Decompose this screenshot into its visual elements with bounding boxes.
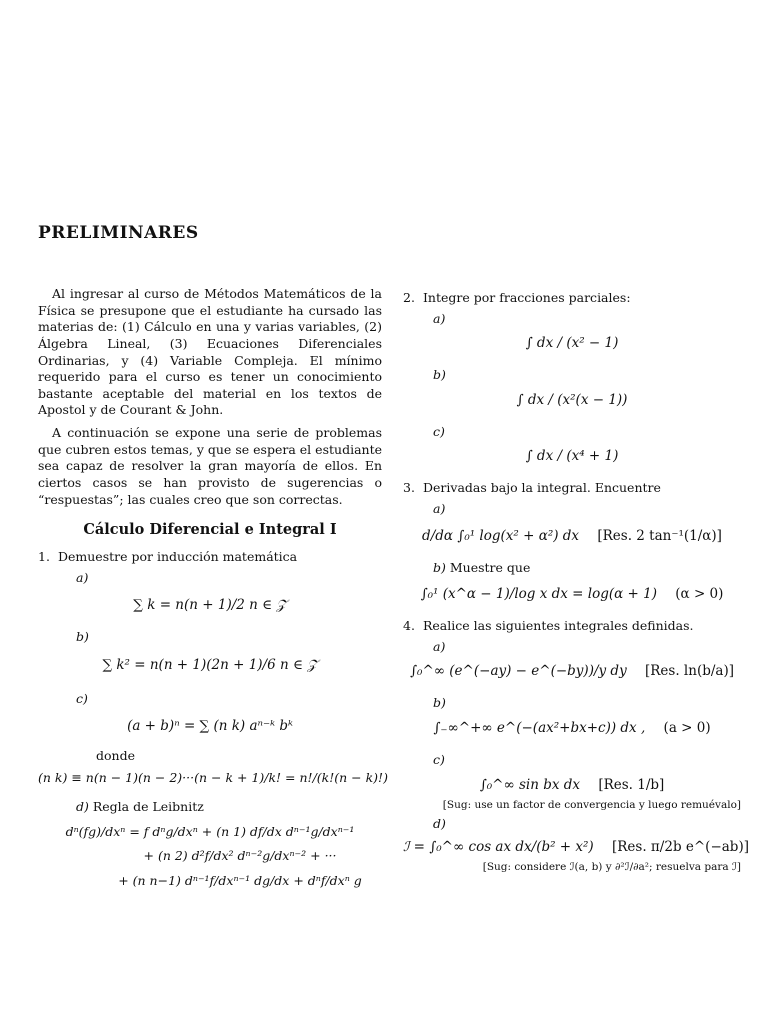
equation-body: ∫₋∞^+∞ e^(−(ax²+bx+c)) dx , xyxy=(433,719,646,736)
donde-text: donde xyxy=(96,747,135,763)
equation: ∫ dx / (x⁴ + 1) xyxy=(525,448,619,465)
equation-body: ℐ = ∫₀^∞ cos ax dx/(b² + x²) xyxy=(403,839,594,856)
problem-number: 1. xyxy=(38,549,50,565)
result-text: [Res. ln(b/a)] xyxy=(645,663,734,680)
result-text: [Res. 2 tan⁻¹(1/α)] xyxy=(597,527,722,544)
hint-text: [Sug: use un factor de convergencia y luego remuévalo] xyxy=(442,798,741,811)
equation xyxy=(403,720,741,738)
left-column xyxy=(38,286,388,890)
subitem-label: b) xyxy=(76,628,89,644)
equation-body: d/dα ∫₀¹ log(x² + α²) dx xyxy=(422,527,580,544)
hint-text: [Sug: considere ℐ(a, b) y ∂²ℐ/∂a²; resuelva para ℐ] xyxy=(482,861,741,874)
subitem-label: b) xyxy=(433,367,446,383)
condition-text: (a > 0) xyxy=(663,719,711,736)
page-title: PRELIMINARES xyxy=(38,223,199,243)
problem-4 xyxy=(403,618,741,635)
problem-number: 4. xyxy=(403,618,415,634)
equation xyxy=(403,839,749,857)
subitem-text: Regla de Leibnitz xyxy=(92,799,204,815)
condition-text: (α > 0) xyxy=(675,586,724,603)
equation: (a + b)ⁿ = ∑ (n k) aⁿ⁻ᵏ bᵏ xyxy=(127,717,293,734)
problem-text: Demuestre por inducción matemática xyxy=(57,549,298,565)
equation-body: ∫₀^∞ sin bx dx xyxy=(479,776,581,793)
equation xyxy=(403,528,741,546)
subitem-label: a) xyxy=(76,570,89,586)
equation: (n k) ≡ n(n − 1)(n − 2)···(n − k + 1)/k! = n!/(k!(n − k)!) xyxy=(38,770,388,786)
subitem-label: a) xyxy=(433,310,446,326)
problem-number: 3. xyxy=(403,480,415,496)
intro-paragraph-1: Al ingresar al curso de Métodos Matemáticos de la Física se presupone que el estudiante ha cursado las materias de: (1) Cálculo en una y varias variables, (2) Álgebra Lineal, (3) Ecuaciones Diferenciales Ordinarias, y (4) Variable Compleja. El mínimo requerido para el curso es tener un conocimiento bastante aceptable del material en los textos de Apostol y de Courant & John. xyxy=(38,286,382,418)
subitem-label: b) xyxy=(433,559,446,575)
equation: dⁿ(fg)/dxⁿ = f dⁿg/dxⁿ + (n 1) df/dx dⁿ⁻¹g/dxⁿ⁻¹ xyxy=(65,823,355,839)
subitem-label: c) xyxy=(76,691,88,707)
section-title: Cálculo Diferencial e Integral I xyxy=(83,521,337,539)
problem-text: Integre por fracciones parciales: xyxy=(422,290,631,305)
subitem-label: d) xyxy=(433,816,446,832)
problem-text: Derivadas bajo la integral. Encuentre xyxy=(422,480,661,496)
subitem-text: Muestre que xyxy=(449,559,531,575)
right-column xyxy=(403,286,749,879)
subitem-label: c) xyxy=(433,423,445,439)
problem-2 xyxy=(403,290,741,307)
problem-number: 2. xyxy=(403,290,415,305)
subitem-label: c) xyxy=(433,751,445,767)
subitem-d xyxy=(76,799,382,816)
subitem-b xyxy=(433,560,741,577)
equation: + (n n−1) dⁿ⁻¹f/dxⁿ⁻¹ dg/dx + dⁿf/dxⁿ g xyxy=(118,872,362,888)
equation: + (n 2) d²f/dx² dⁿ⁻²g/dxⁿ⁻² + ··· xyxy=(143,848,337,864)
equation xyxy=(403,663,741,681)
equation: ∑ k² = n(n + 1)(2n + 1)/6 n ∈ 𝒵 xyxy=(102,657,318,674)
equation: ∑ k = n(n + 1)/2 n ∈ 𝒵 xyxy=(133,596,287,613)
equation xyxy=(403,586,741,604)
subitem-label: d) xyxy=(76,799,89,815)
subitem-label: b) xyxy=(433,695,446,711)
result-text: [Res. 1/b] xyxy=(598,776,665,793)
problem-3 xyxy=(403,480,741,497)
result-text: [Res. π/2b e^(−ab)] xyxy=(612,839,749,856)
equation: ∫ dx / (x² − 1) xyxy=(525,335,619,352)
problem-text: Realice las siguientes integrales definidas. xyxy=(422,618,694,634)
problem-1 xyxy=(38,549,382,566)
subitem-label: a) xyxy=(433,638,446,654)
equation-body: ∫₀¹ (x^α − 1)/log x dx = log(α + 1) xyxy=(420,586,657,603)
intro-paragraph-2: A continuación se expone una serie de problemas que cubren estos temas, y que se espera el estudiante sea capaz de resolver la gran mayoría de ellos. En ciertos casos se han provisto de sugerencias o “respuestas”; las cuales creo que son correctas. xyxy=(38,425,382,507)
equation: ∫ dx / (x²(x − 1)) xyxy=(516,391,628,408)
equation xyxy=(403,777,741,795)
equation-body: ∫₀^∞ (e^(−ay) − e^(−by))/y dy xyxy=(410,663,627,680)
subitem-label: a) xyxy=(433,500,446,516)
